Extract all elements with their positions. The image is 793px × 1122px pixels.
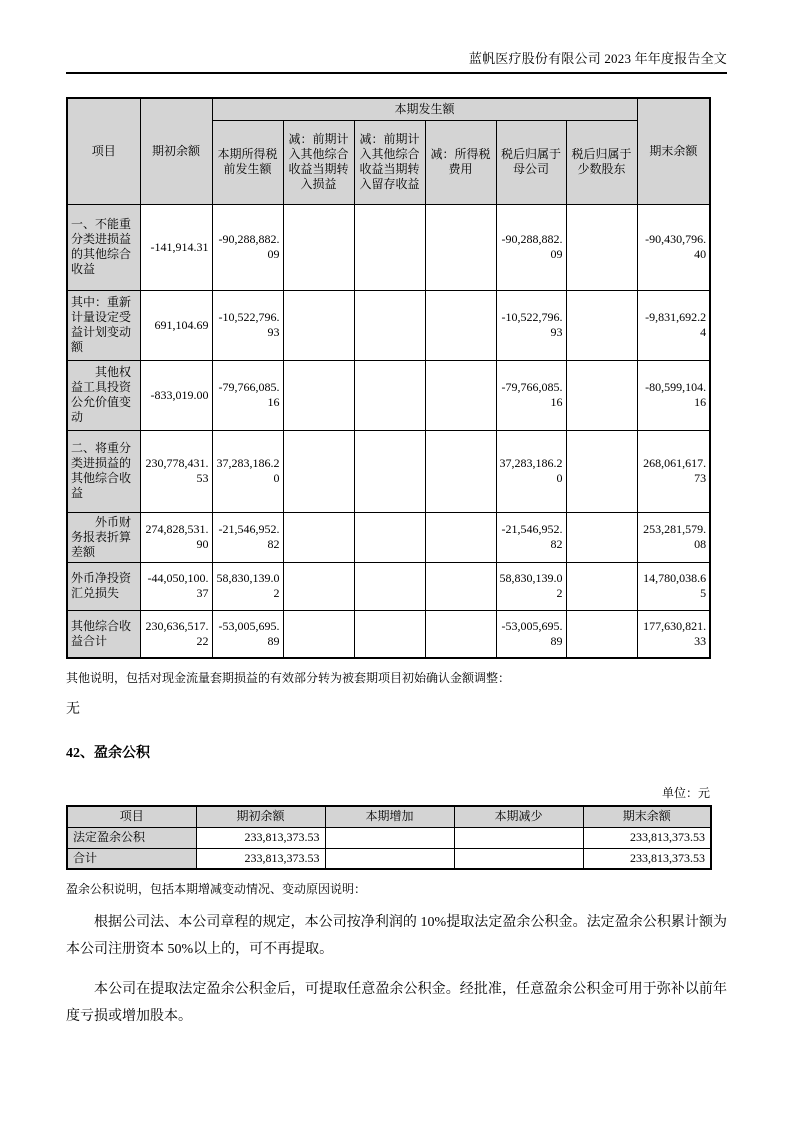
row-label: 法定盈余公积 — [67, 827, 196, 848]
cell-opening: 233,813,373.53 — [196, 827, 325, 848]
cell-minority — [566, 512, 637, 562]
cell-opening: -141,914.31 — [140, 204, 212, 290]
oci-header-closing: 期末余额 — [637, 98, 710, 204]
cell-opening: -833,019.00 — [140, 360, 212, 430]
cell-pretax: 58,830,139.02 — [212, 562, 283, 610]
oci-header-item: 项目 — [67, 98, 140, 204]
cell-minority — [566, 360, 637, 430]
table-row — [67, 360, 710, 430]
cell-less-transfer-retained — [354, 610, 425, 658]
cell-minority — [566, 204, 637, 290]
oci-header-opening: 期初余额 — [140, 98, 212, 204]
cell-closing: 177,630,821.33 — [637, 610, 710, 658]
oci-subheader-minority: 税后归属于少数股东 — [566, 120, 637, 204]
table-row — [67, 204, 710, 290]
cell-pretax: -90,288,882.09 — [212, 204, 283, 290]
cell-decrease — [454, 848, 583, 869]
row-label: 其他权益工具投资公允价值变动 — [67, 360, 140, 430]
table-row — [67, 430, 710, 512]
table-row — [67, 827, 711, 848]
cell-minority — [566, 562, 637, 610]
surplus-header-item: 项目 — [67, 806, 196, 827]
surplus-header-decrease: 本期减少 — [454, 806, 583, 827]
cell-less-transfer-pl — [283, 360, 354, 430]
cell-less-tax — [425, 610, 496, 658]
cell-closing: -90,430,796.40 — [637, 204, 710, 290]
cell-closing: -80,599,104.16 — [637, 360, 710, 430]
cell-opening: -44,050,100.37 — [140, 562, 212, 610]
cell-closing: -9,831,692.24 — [637, 290, 710, 360]
table-row — [67, 562, 710, 610]
cell-parent: -90,288,882.09 — [496, 204, 566, 290]
oci-header-current-period-group: 本期发生额 — [212, 98, 637, 120]
cell-increase — [325, 848, 454, 869]
row-label: 其他综合收益合计 — [67, 610, 140, 658]
cell-less-tax — [425, 360, 496, 430]
cell-less-tax — [425, 290, 496, 360]
page-header — [66, 0, 727, 74]
oci-subheader-pretax: 本期所得税前发生额 — [212, 120, 283, 204]
cell-less-transfer-retained — [354, 512, 425, 562]
table-row — [67, 512, 710, 562]
cell-pretax: -79,766,085.16 — [212, 360, 283, 430]
cell-pretax: -10,522,796.93 — [212, 290, 283, 360]
cell-less-transfer-retained — [354, 430, 425, 512]
surplus-header-opening: 期初余额 — [196, 806, 325, 827]
oci-other-note-label: 其他说明，包括对现金流量套期损益的有效部分转为被套期项目初始确认金额调整： — [66, 671, 511, 685]
cell-opening: 274,828,531.90 — [140, 512, 212, 562]
cell-closing: 253,281,579.08 — [637, 512, 710, 562]
cell-pretax: -53,005,695.89 — [212, 610, 283, 658]
cell-opening: 230,778,431.53 — [140, 430, 212, 512]
cell-less-transfer-retained — [354, 360, 425, 430]
oci-subheader-less-tax: 减：所得税费用 — [425, 120, 496, 204]
surplus-header-increase: 本期增加 — [325, 806, 454, 827]
oci-subheader-less-transfer-pl: 减：前期计入其他综合收益当期转入损益 — [283, 120, 354, 204]
cell-less-transfer-pl — [283, 562, 354, 610]
cell-pretax: 37,283,186.20 — [212, 430, 283, 512]
surplus-paragraph-1: 根据公司法、本公司章程的规定，本公司按净利润的 10%提取法定盈余公积金。法定盈余公积累计额为本公司注册资本 50%以上的，可不再提取。 — [66, 915, 727, 958]
row-label: 外币净投资汇兑损失 — [67, 562, 140, 610]
cell-parent: 58,830,139.02 — [496, 562, 566, 610]
cell-closing: 14,780,038.65 — [637, 562, 710, 610]
report-title: 蓝帆医疗股份有限公司 2023 年年度报告全文 — [468, 51, 727, 66]
oci-table — [66, 97, 711, 659]
cell-opening: 230,636,517.22 — [140, 610, 212, 658]
cell-less-tax — [425, 512, 496, 562]
row-label: 其中：重新计量设定受益计划变动额 — [67, 290, 140, 360]
cell-less-transfer-pl — [283, 290, 354, 360]
cell-less-tax — [425, 204, 496, 290]
oci-subheader-parent: 税后归属于母公司 — [496, 120, 566, 204]
cell-less-transfer-retained — [354, 204, 425, 290]
cell-pretax: -21,546,952.82 — [212, 512, 283, 562]
cell-less-tax — [425, 430, 496, 512]
cell-closing: 233,813,373.53 — [583, 848, 711, 869]
cell-parent: -21,546,952.82 — [496, 512, 566, 562]
cell-minority — [566, 290, 637, 360]
cell-opening: 233,813,373.53 — [196, 848, 325, 869]
cell-parent: -10,522,796.93 — [496, 290, 566, 360]
cell-less-transfer-pl — [283, 204, 354, 290]
cell-less-tax — [425, 562, 496, 610]
cell-less-transfer-pl — [283, 430, 354, 512]
row-label: 合计 — [67, 848, 196, 869]
surplus-paragraph-2: 本公司在提取法定盈余公积金后，可提取任意盈余公积金。经批准，任意盈余公积金可用于弥补以前年度亏损或增加股本。 — [66, 981, 727, 1025]
cell-parent: -53,005,695.89 — [496, 610, 566, 658]
cell-minority — [566, 430, 637, 512]
cell-parent: 37,283,186.20 — [496, 430, 566, 512]
cell-decrease — [454, 827, 583, 848]
cell-parent: -79,766,085.16 — [496, 360, 566, 430]
cell-less-transfer-pl — [283, 610, 354, 658]
unit-label: 单位：元 — [661, 786, 710, 800]
oci-subheader-less-transfer-retained: 减：前期计入其他综合收益当期转入留存收益 — [354, 120, 425, 204]
table-row — [67, 290, 710, 360]
cell-less-transfer-pl — [283, 512, 354, 562]
table-row — [67, 610, 710, 658]
table-row — [67, 848, 711, 869]
cell-closing: 268,061,617.73 — [637, 430, 710, 512]
cell-closing: 233,813,373.53 — [583, 827, 711, 848]
cell-opening: 691,104.69 — [140, 290, 212, 360]
surplus-header-closing: 期末余额 — [583, 806, 711, 827]
cell-minority — [566, 610, 637, 658]
cell-increase — [325, 827, 454, 848]
row-label: 一、不能重分类进损益的其他综合收益 — [67, 204, 140, 290]
oci-other-note-value: 无 — [66, 702, 80, 717]
row-label: 外币财务报表折算差额 — [67, 512, 140, 562]
surplus-note-label: 盈余公积说明，包括本期增减变动情况、变动原因说明： — [66, 882, 367, 897]
section-title-surplus-reserve: 42、盈余公积 — [66, 746, 150, 761]
cell-less-transfer-retained — [354, 562, 425, 610]
cell-less-transfer-retained — [354, 290, 425, 360]
row-label: 二、将重分类进损益的其他综合收益 — [67, 430, 140, 512]
surplus-reserve-table — [66, 805, 712, 870]
